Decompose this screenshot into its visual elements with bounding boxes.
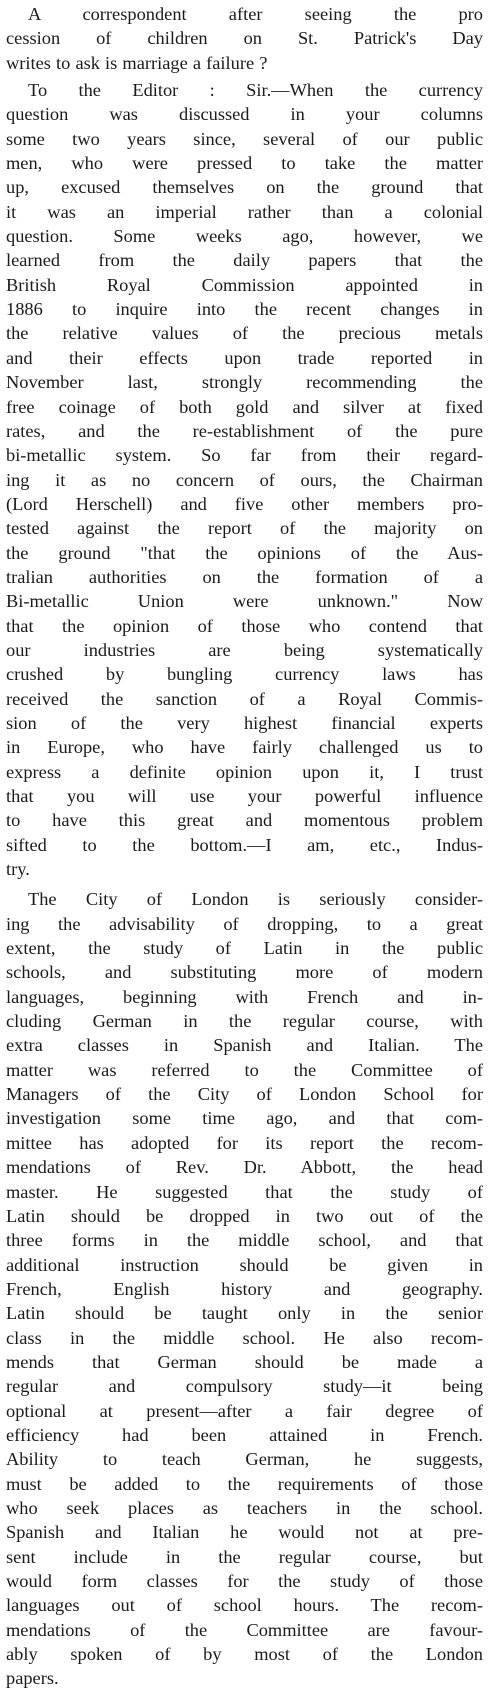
text-line: Latin should be dropped in two out of the	[6, 1205, 483, 1226]
text-line: that the opinion of those who contend that	[6, 615, 483, 636]
text-line: Managers of the City of London School for	[6, 1084, 483, 1105]
text-line: To the Editor : Sir.—When the currency	[28, 80, 483, 101]
text-line: extent, the study of Latin in the public	[6, 938, 483, 959]
text-line: that you will use your powerful influence	[6, 786, 483, 806]
text-line: must be added to the requirements of those	[6, 1473, 483, 1494]
text-line: ably spoken of by most of the London	[6, 1644, 483, 1665]
text-line: extra classes in Spanish and Italian. The	[6, 1035, 483, 1056]
text-line: ing it as no concern of ours, the Chairman	[6, 469, 483, 490]
text-line: received the sanction of a Royal Commis-	[6, 688, 483, 709]
text-line: Spanish and Italian he would not at pre-	[6, 1522, 483, 1543]
text-line: learned from the daily papers that the	[6, 250, 483, 271]
text-line: regular and compulsory study—it being	[6, 1376, 483, 1397]
text-line: it was an imperial rather than a colonial	[6, 201, 483, 222]
text-line: (Lord Herschell) and five other members pro-	[6, 493, 483, 514]
text-line: ing the advisability of dropping, to a great	[6, 913, 483, 934]
text-line: and their effects upon trade reported in	[6, 347, 483, 368]
text-line: the relative values of the precious metals	[6, 323, 483, 344]
text-line: try.	[6, 859, 30, 880]
text-line: bi-metallic system. So far from their regard-	[6, 445, 483, 466]
text-line: master. He suggested that the study of	[6, 1181, 483, 1202]
text-line: men, who were pressed to take the matter	[6, 153, 483, 174]
text-line: mendations of the Committee are favour-	[6, 1619, 483, 1640]
text-line: Ability to teach German, he suggests,	[6, 1449, 483, 1470]
text-line: our industries are being systematically	[6, 639, 483, 660]
text-line: languages, beginning with French and in-	[6, 986, 483, 1007]
text-line: class in the middle school. He also recom-	[6, 1327, 483, 1348]
text-line: tralian authorities on the formation of a	[6, 566, 483, 587]
text-line: some two years since, several of our public	[6, 128, 483, 149]
text-line: sent include in the regular course, but	[6, 1546, 483, 1567]
text-line: tested against the report of the majority on	[6, 518, 483, 539]
text-line: matter was referred to the Committee of	[6, 1059, 483, 1080]
text-line: to have this great and momentous problem	[6, 810, 483, 831]
text-line: 1886 to inquire into the recent changes in	[6, 299, 483, 320]
text-line: who seek places as teachers in the school.	[6, 1497, 483, 1518]
text-line: in Europe, who have fairly challenged us to	[6, 737, 483, 758]
text-line: Bi-metallic Union were unknown." Now	[6, 591, 483, 612]
text-line: question. Some weeks ago, however, we	[6, 226, 483, 247]
text-line: November last, strongly recommending the	[6, 372, 483, 393]
text-line: A correspondent after seeing the pro	[28, 4, 483, 24]
paragraph-latin-study	[6, 887, 483, 1690]
text-line: express a definite opinion upon it, I trust	[6, 761, 483, 782]
text-line: sifted to the bottom.—I am, etc., Indus-	[6, 834, 483, 855]
text-line: would form classes for the study of those	[6, 1571, 483, 1591]
paragraph-currency-letter	[6, 78, 483, 881]
text-line: papers.	[6, 1668, 59, 1689]
text-line: question was discussed in your columns	[6, 104, 483, 125]
text-line: French, English history and geography.	[6, 1278, 483, 1299]
text-line: additional instruction should be given in	[6, 1254, 483, 1275]
text-line: mendations of Rev. Dr. Abbott, the head	[6, 1157, 483, 1178]
text-line: cession of children on St. Patrick's Day	[6, 28, 483, 49]
text-line: schools, and substituting more of modern	[6, 962, 483, 983]
text-line: British Royal Commission appointed in	[6, 274, 483, 295]
paragraph-st-patricks-day	[6, 2, 483, 75]
text-line: cluding German in the regular course, with	[6, 1011, 483, 1032]
text-line: mittee has adopted for its report the recom-	[6, 1132, 483, 1153]
text-line: Latin should be taught only in the senior	[6, 1303, 483, 1324]
text-line: mends that German should be made a	[6, 1351, 483, 1372]
text-line: efficiency had been attained in French.	[6, 1424, 483, 1445]
text-line: The City of London is seriously consider-	[28, 889, 483, 910]
text-line: languages out of school hours. The recom-	[6, 1595, 483, 1616]
text-line: crushed by bungling currency laws has	[6, 664, 483, 685]
text-line: writes to ask is marriage a failure ?	[6, 52, 268, 73]
text-line: rates, and the re-establishment of the pure	[6, 420, 483, 441]
text-line: three forms in the middle school, and that	[6, 1230, 483, 1251]
text-line: up, excused themselves on the ground that	[6, 177, 483, 198]
text-line: optional at present—after a fair degree of	[6, 1400, 483, 1421]
text-line: free coinage of both gold and silver at fixed	[6, 396, 483, 417]
text-line: the ground "that the opinions of the Aus-	[6, 542, 483, 563]
text-line: sion of the very highest financial experts	[6, 712, 483, 733]
text-line: investigation some time ago, and that com-	[6, 1108, 483, 1129]
